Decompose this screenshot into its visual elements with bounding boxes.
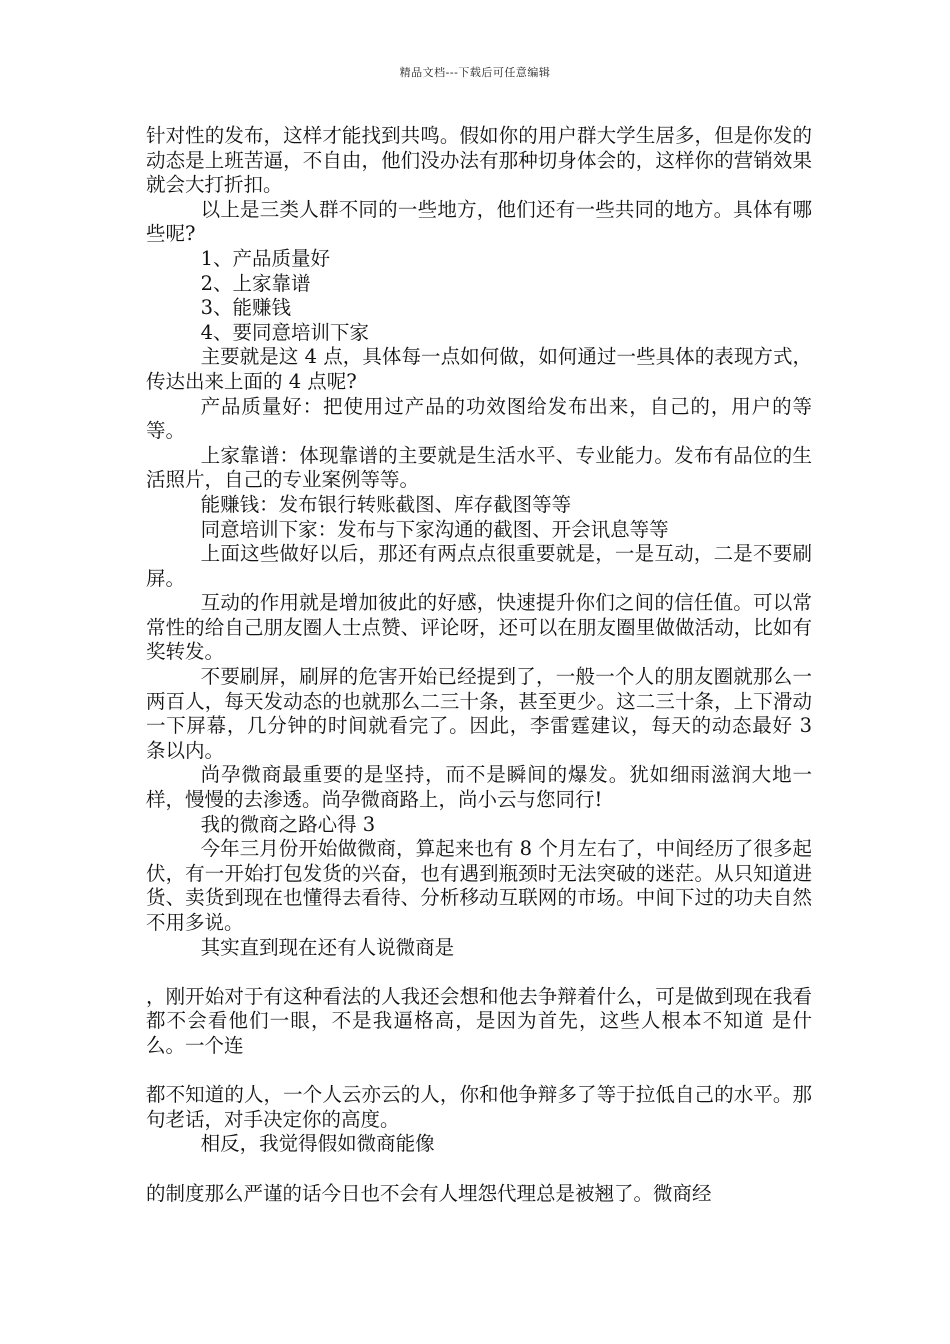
paragraph: 不要刷屏，刷屏的危害开始已经提到了，一般一个人的朋友圈就那么一两百人，每天发动态的也就那么二三十条，甚至更少。这二三十条，上下滑动一下屏幕，几分钟的时间就看完了。因此，李雷霆建议，每天的动态最好 3 条以内。	[146, 665, 812, 762]
paragraph: 上家靠谱：体现靠谱的主要就是生活水平、专业能力。发布有品位的生活照片，自己的专业案例等等。	[146, 443, 812, 492]
paragraph: 的制度那么严谨的话今日也不会有人埋怨代理总是被翘了。微商经	[146, 1181, 712, 1205]
paragraph: 能赚钱：发布银行转账截图、库存截图等等	[200, 492, 572, 516]
page-header: 精品文档---下载后可任意编辑	[399, 66, 551, 79]
list-item: 2、上家靠谱	[200, 271, 311, 295]
paragraph: 今年三月份开始做微商，算起来也有 8 个月左右了，中间经历了很多起伏，有一开始打包发货的兴奋，也有遇到瓶颈时无法突破的迷茫。从只知道进货、卖货到现在也懂得去看待、分析移动互联网的市场。中间下过的功夫自然不用多说。	[146, 837, 812, 934]
paragraph: 以上是三类人群不同的一些地方，他们还有一些共同的地方。具体有哪些呢?	[146, 197, 812, 246]
list-item: 1、产品质量好	[200, 246, 331, 270]
paragraph: ，刚开始对于有这种看法的人我还会想和他去争辩着什么，可是做到现在我看都不会看他们一眼，不是我逼格高，是因为首先，这些人根本不知道 是什么。一个连	[146, 984, 812, 1057]
paragraph: 相反，我觉得假如微商能像	[200, 1132, 435, 1156]
numbered-list	[146, 247, 812, 345]
section-title: 我的微商之路心得 3	[200, 812, 376, 836]
paragraph: 主要就是这 4 点，具体每一点如何做，如何通过一些具体的表现方式，传达出来上面的 4 点呢?	[146, 345, 812, 393]
paragraph: 同意培训下家：发布与下家沟通的截图、开会讯息等等	[200, 517, 669, 541]
blank-line	[146, 1157, 812, 1182]
paragraph: 都不知道的人，一个人云亦云的人，你和他争辩多了等于拉低自己的水平。那句老话，对手决定你的高度。	[146, 1083, 812, 1131]
list-item: 4、要同意培训下家	[200, 320, 370, 344]
blank-line	[146, 960, 812, 985]
document-body	[146, 124, 812, 1206]
paragraph: 互动的作用就是增加彼此的好感，快速提升你们之间的信任值。可以常常性的给自己朋友圈人士点赞、评论呀，还可以在朋友圈里做做活动，比如有奖转发。	[146, 591, 812, 664]
paragraph: 其实直到现在还有人说微商是	[200, 935, 455, 959]
list-item: 3、能赚钱	[200, 296, 292, 320]
paragraph: 针对性的发布，这样才能找到共鸣。假如你的用户群大学生居多，但是你发的动态是上班苦逼，不自由，他们没办法有那种切身体会的，这样你的营销效果就会大打折扣。	[146, 124, 812, 197]
paragraph: 上面这些做好以后，那还有两点点很重要就是，一是互动，二是不要刷屏。	[146, 542, 812, 590]
paragraph: 尚孕微商最重要的是坚持，而不是瞬间的爆发。犹如细雨滋润大地一样，慢慢的去渗透。尚孕微商路上，尚小云与您同行!	[146, 763, 812, 812]
blank-line	[146, 1059, 812, 1084]
paragraph: 产品质量好：把使用过产品的功效图给发布出来，自己的，用户的等等。	[146, 394, 812, 443]
